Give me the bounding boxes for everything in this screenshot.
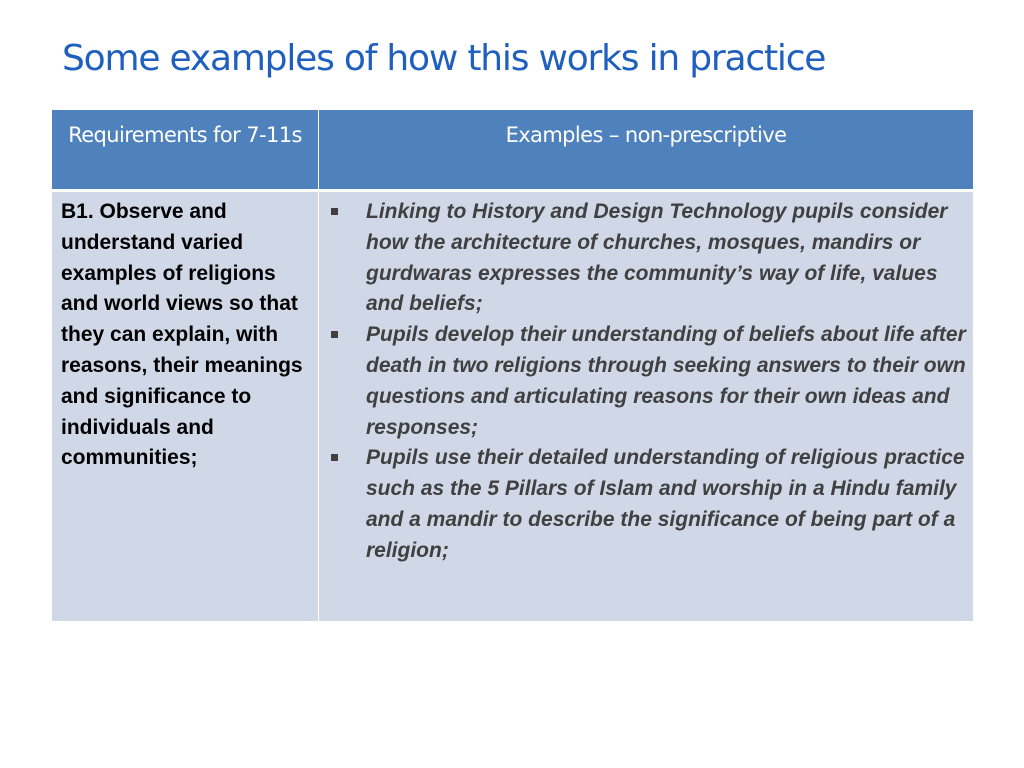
example-item xyxy=(327,320,967,443)
example-item xyxy=(327,197,967,320)
example-text: Pupils use their detailed understanding of religious practice such as the 5 Pillars of Islam and worship in a Hindu family and a mandir to describe the significance of being part of a religion; xyxy=(366,446,965,562)
examples-cell xyxy=(319,191,974,622)
example-text: Linking to History and Design Technology pupils consider how the architecture of churches, mosques, mandirs or gurdwaras expresses the community’s way of life, values and beliefs; xyxy=(366,200,948,316)
examples-table xyxy=(51,109,974,622)
example-text: Pupils develop their understanding of beliefs about life after death in two religions through seeking answers to their own questions and articulating reasons for their own ideas and responses; xyxy=(366,323,966,439)
slide-title: Some examples of how this works in practice xyxy=(62,38,826,79)
header-examples: Examples – non-prescriptive xyxy=(319,110,974,191)
square-bullet-icon xyxy=(331,454,338,461)
square-bullet-icon xyxy=(331,208,338,215)
square-bullet-icon xyxy=(331,331,338,338)
table-header-row xyxy=(52,110,974,191)
table-row xyxy=(52,191,974,622)
header-requirements: Requirements for 7-11s xyxy=(52,110,319,191)
example-item xyxy=(327,443,967,566)
examples-list xyxy=(327,197,967,567)
requirement-cell: B1. Observe and understand varied examples of religions and world views so that they can explain, with reasons, their meanings and significance to individuals and communities; xyxy=(52,191,319,622)
